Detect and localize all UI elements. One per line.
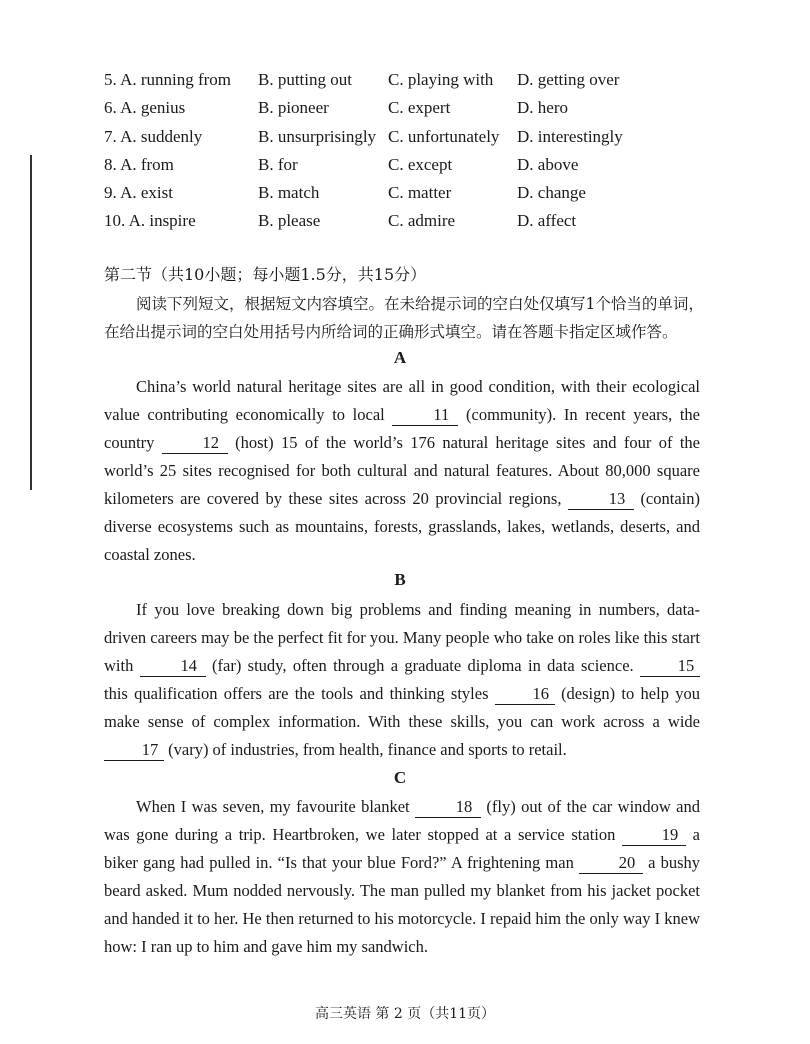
blank-11[interactable]: 11 (392, 405, 458, 426)
option-a: A. running from (120, 70, 232, 89)
question-number: 8. (104, 155, 117, 174)
option-d: D. affect (517, 211, 577, 230)
option-c: C. expert (388, 98, 451, 117)
blank-20[interactable]: 20 (579, 853, 643, 874)
passage-b-label: B (394, 570, 406, 589)
option-c: C. matter (388, 183, 452, 202)
question-number: 9. (104, 183, 117, 202)
passage-c-label: C (393, 768, 407, 787)
option-c: C. admire (388, 211, 456, 230)
option-a: A. exist (120, 183, 173, 202)
blank-14[interactable]: 14 (140, 656, 206, 677)
margin-binding-line (30, 155, 32, 490)
option-d: D. change (517, 183, 586, 202)
instruction-line-2: 在给出提示词的空白处用括号内所给词的正确形式填空。请在答题卡指定区域作答。 (104, 323, 678, 341)
section-instructions (104, 290, 704, 346)
passage-b: If you love breaking down big problems and finding meaning in numbers, data-driven careers may be the perfect fit for you. Many people who take on roles like this start with 14 (far) study, often through a graduate diploma in data science. 15 this qualification offers are the tools and thinking styles 16 (design) to help you make sense of complex information. With these skills, you can work across a wide 17 (vary) of industries, from health, finance and sports to retail. (104, 600, 700, 759)
option-a: A. inspire (128, 211, 196, 230)
passage-a-label: A (393, 348, 407, 367)
blank-19[interactable]: 19 (622, 825, 686, 846)
page-footer: 高三英语 第 2 页（共11页） (314, 1006, 496, 1022)
blank-13[interactable]: 13 (568, 489, 634, 510)
option-c: C. unfortunately (388, 127, 500, 146)
blank-18[interactable]: 18 (415, 797, 481, 818)
passage-a: China’s world natural heritage sites are all in good condition, with their ecological value contributing economically to local 11 (community). In recent years, the country 12 (host) 15 of the world’s 176 natural heritage sites and four of the world’s 25 sites recognised for both cultural and natural features. About 80,000 square kilometers are covered by these sites across 20 provincial regions, 13 (contain) diverse ecosystems such as mountains, forests, grasslands, lakes, wetlands, deserts, and coastal zones. (104, 377, 701, 564)
option-b: B. match (258, 183, 320, 202)
instruction-line-1: 阅读下列短文，根据短文内容填空。在未给提示词的空白处仅填写1个恰当的单词， (136, 295, 704, 313)
question-number: 6. (104, 98, 117, 117)
option-b: B. unsurprisingly (258, 127, 377, 146)
option-b: B. please (258, 211, 321, 230)
question-number: 10. (104, 211, 126, 230)
option-d: D. interestingly (517, 127, 623, 146)
option-c: C. except (388, 155, 453, 174)
blank-15[interactable]: 15 (640, 656, 700, 677)
option-b: B. putting out (258, 70, 352, 89)
passage-c: When I was seven, my favourite blanket 18 (fly) out of the car window and was gone during a trip. Heartbroken, we later stopped at a service station 19 a biker gang had pulled in. “Is that your blue Ford?” A frightening man 20 a bushy beard asked. Mum nodded nervously. The man pulled my blanket from his jacket pocket and handed it to her. He then returned to his motorcycle. I repaid him the only way I knew how: I ran up to him and gave him my sandwich. (104, 797, 701, 956)
option-d: D. hero (517, 98, 568, 117)
option-d: D. getting over (517, 70, 620, 89)
blank-17[interactable]: 17 (104, 740, 164, 761)
blank-16[interactable]: 16 (495, 684, 555, 705)
option-a: A. suddenly (120, 127, 203, 146)
section-heading: 第二节（共10小题；每小题1.5分，共15分） (104, 265, 427, 284)
question-number: 7. (104, 127, 117, 146)
option-b: B. pioneer (258, 98, 329, 117)
option-b: B. for (258, 155, 298, 174)
option-a: A. genius (120, 98, 186, 117)
question-number: 5. (104, 70, 117, 89)
blank-12[interactable]: 12 (162, 433, 228, 454)
option-c: C. playing with (388, 70, 494, 89)
option-a: A. from (120, 155, 174, 174)
option-d: D. above (517, 155, 579, 174)
